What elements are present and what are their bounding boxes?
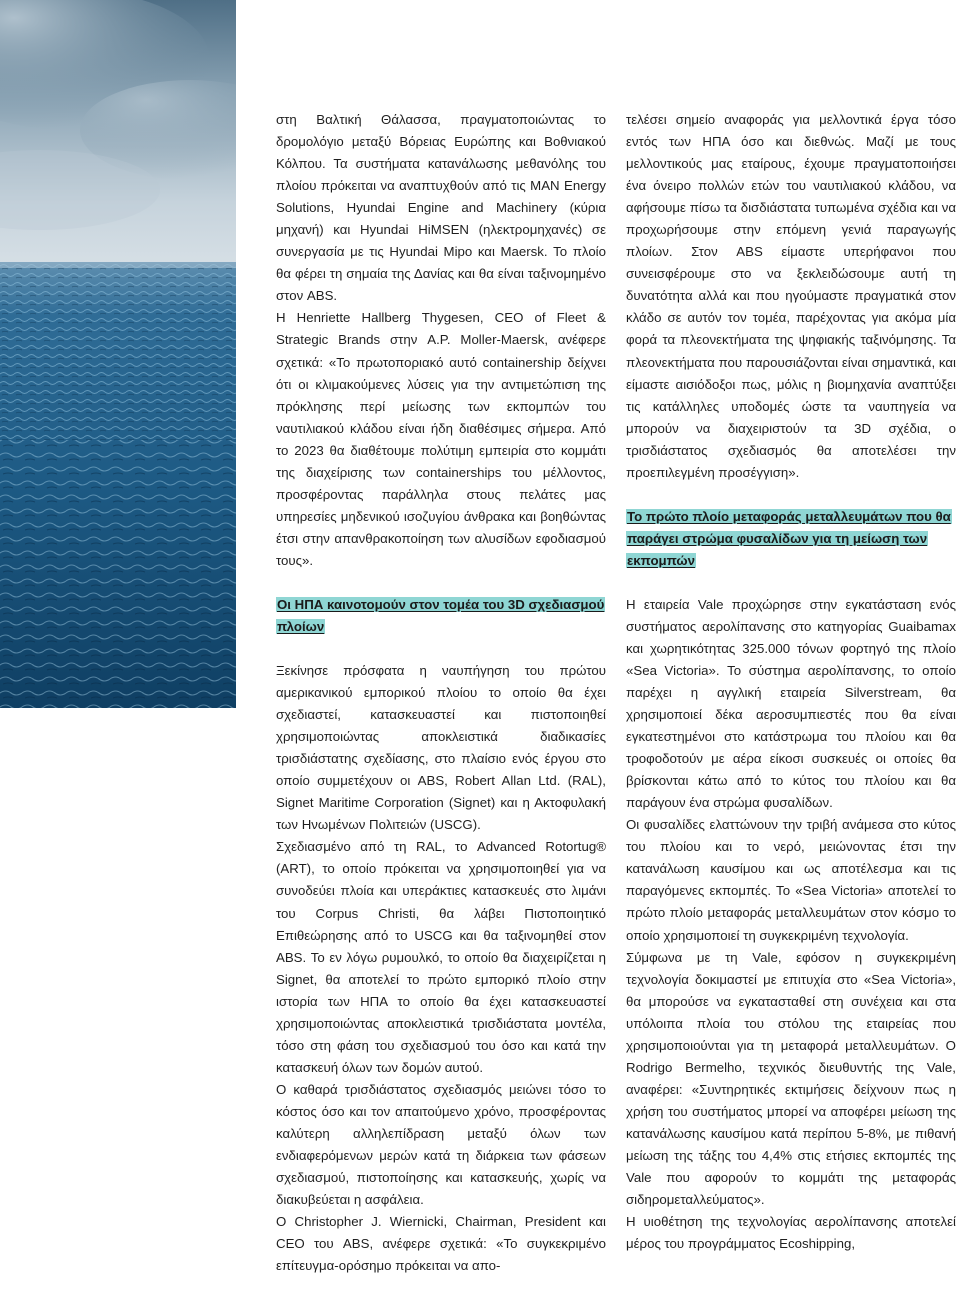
paragraph: Ξεκίνησε πρόσφατα η ναυπήγηση του πρώτου αμερικανικού εμπορικού πλοίου το οποίο θα έχει σχεδιαστεί, κατασκευαστεί και πιστοποιηθεί χρησιμοποιώντας αποκλειστικά διαδικασίες τρισδιάστατης σχεδίασης, στο πλαίσιο ενός έργου στο οποίο συμμετέχουν οι ABS, Robert Allan Ltd. (RAL), Signet Maritime Corporation (Signet) και η Ακτοφυλακή των Ηνωμένων Πολιτειών (USCG). bbox=[276, 662, 606, 833]
paragraph: Σχεδιασμένο από τη RAL, το Advanced Rotortug® (ART), το οποίο πρόκειται να χρησιμοποιηθεί για να συνοδεύει πλοία και υπεράκτιες κατασκευές στο λιμάνι του Corpus Christi, θα λάβει Πιστοποιητικό Επιθεώρησης από το USCG και θα ταξινομηθεί στον ABS. Το εν λόγω ρυμουλκό, το οποίο θα διαχειρίζεται η Signet, θα αποτελεί το πρώτο εμπορικό πλοίο στην ιστορία των ΗΠΑ το οποίο θα έχει κατασκευαστεί χρησιμοποιώντας αποκλειστικά τρισδιάστατα μοντέλα, τόσο στη φάση του σχεδιασμού του όσο και κατά την κατασκευή όλων των δομών αυτού. bbox=[276, 839, 606, 1075]
right-text-column bbox=[626, 109, 956, 1255]
paragraph: τελέσει σημείο αναφοράς για μελλοντικά έργα τόσο εντός των ΗΠΑ όσο και διεθνώς. Μαζί με τους μελλοντικούς μας εταίρους, έχουμε πραγματοποιήσει ένα όνειρο πολλών ετών του ναυτιλιακού κλάδου, να αφήσουμε πίσω τα δισδιάστατα τυπωμένα σχέδια και να προχωρήσουμε στην επόμενη γενιά παραγωγής πλοίων. Στον ABS είμαστε υπερήφανοι που συνεισφέρουμε στο να ξεκλειδώσουμε αυτή τη δυνατότητα αλλά και που ηγούμαστε πραγματικά στον κλάδο σε αυτόν τον τομέα, παρέχοντας για ακόμα μία φορά τα πλεονεκτήματα της ψηφιακής ταξινόμησης. Τα πλεονεκτήματα που παρουσιάζονται είναι σημαντικά, και είμαστε αισιόδοξοι πως, μόλις η βιομηχανία αναπτύξει τις κατάλληλες υποδομές ώστε τα ναυπηγεία να μπορούν να διαχειριστούν τα 3D σχέδια, ο τρισδιάστατος σχεδιασμός θα αποτελέσει την προεπιλεγμένη προσέγγιση». bbox=[626, 112, 956, 480]
paragraph: Σύμφωνα με τη Vale, εφόσον η συγκεκριμένη τεχνολογία δοκιμαστεί με επιτυχία στο «Sea Victoria», θα μπορούσε να εγκατασταθεί στη συνέχεια και στα υπόλοιπα πλοία του στόλου της εταιρείας που χρησιμοποιούνται για τη μεταφορά μεταλλευμάτων. Ο Rodrigo Bermelho, τεχνικός διευθυντής της Vale, αναφέρει: «Συντηρητικές εκτιμήσεις δείχνουν πως η χρήση του συστήματος μπορεί να αποφέρει μείωση της κατανάλωσης καυσίμου κατά περίπου 5-8%, με πιθανή μείωση της τάξης του 4,4% στις ετήσιες εκπομπές της Vale που αφορούν το κομμάτι της μεταφοράς σιδηρομεταλλεύματος». bbox=[626, 949, 956, 1208]
middle-text-column bbox=[276, 109, 606, 1277]
paragraph: Η εταιρεία Vale προχώρησε στην εγκατάσταση ενός συστήματος αερολίπανσης στο κατηγορίας Guaibamax και χωρητικότητας 325.000 τόνων φορτηγό της πλοίο «Sea Victoria». Το σύστημα αερολίπανσης, το οποίο παρέχει η αγγλική εταιρεία Silverstream, θα χρησιμοποιεί δέκα αεροσυμπιεστές που θα είναι εγκατεστημένοι στο κατάστρωμα του πλοίου και θα τροφοδοτούν με αέρα είκοσι συσκευές οι οποίες θα βρίσκονται κάτω από το κύτος του πλοίου και θα παράγουν ένα στρώμα φυσαλίδων. bbox=[626, 596, 956, 811]
paragraph: Ο καθαρά τρισδιάστατος σχεδιασμός μειώνει τόσο το κόστος όσο και τον απαιτούμενο χρόνο, προσφέροντας καλύτερη αλληλεπίδραση μεταξύ όλων των ενδιαφερόμενων μερών κατά τη διάρκεια των φάσεων σχεδιασμού, πιστοποίησης και κατασκευής, χωρίς να διακυβεύεται η ασφάλεια. bbox=[276, 1081, 606, 1208]
paragraph: Οι φυσαλίδες ελαττώνουν την τριβή ανάμεσα στο κύτος του πλοίου και το νερό, μειώνοντας έτσι την κατανάλωση καυσίμου και ως αποτέλεσμα και τις παραγόμενες εκπομπές. Το «Sea Victoria» αποτελεί το πρώτο πλοίο μεταφοράς μεταλλευμάτων στον κόσμο το οποίο χρησιμοποιεί τη συγκεκριμένη τεχνολογία. bbox=[626, 817, 956, 943]
section-heading bbox=[626, 506, 956, 572]
sea-horizon-photo bbox=[0, 0, 236, 708]
paragraph: Η Henriette Hallberg Thygesen, CEO of Fleet & Strategic Brands στην A.P. Moller-Maersk, ανέφερε σχετικά: «Το πρωτοποριακό αυτό containership δείχνει ότι οι κλιμακούμενες λύσεις για την αντιμετώπιση της πρόκλησης περί μείωσης των εκπομπών του ναυτιλιακού κλάδου είναι ήδη διαθέσιμες σήμερα. Από το 2023 θα διαθέτουμε πολύτιμη εμπειρία στο κομμάτι της διαχείρισης των containerships του μέλλοντος, προσφέροντας παράλληλα στους πελάτες μας υπηρεσίες μηδενικού ισοζυγίου άνθρακα και βοηθώντας έτσι στην απανθρακοποίηση των αλυσίδων εφοδιασμού τους». bbox=[276, 310, 606, 568]
paragraph: στη Βαλτική Θάλασσα, πραγματοποιώντας το δρομολόγιο μεταξύ Βόρειας Ευρώπης και Βοθνιακού Κόλπου. Τα συστήματα κατανάλωσης μεθανόλης του πλοίου πρόκειται να αναπτυχθούν από τις MAN Energy Solutions, Hyundai Engine and Machinery (κύρια μηχανή) και Hyundai HiMSEN (ηλεκτρομηχανές) σε συνεργασία με τις Hyundai Mipo και Maersk. Το πλοίο θα φέρει τη σημαία της Δανίας και θα είναι ταξινομημένο στον ABS. bbox=[276, 112, 606, 304]
paragraph: Η υιοθέτηση της τεχνολογίας αερολίπανσης αποτελεί μέρος του προγράμματος Ecoshipping, bbox=[626, 1214, 956, 1252]
section-heading bbox=[276, 594, 606, 638]
section-heading-text: Οι ΗΠΑ καινοτομούν στον τομέα του 3D σχεδιασμού πλοίων bbox=[277, 596, 605, 634]
paragraph: Ο Christopher J. Wiernicki, Chairman, President και CEO του ABS, ανέφερε σχετικά: «Το συγκεκριμένο επίτευγμα-ορόσημο πρόκειται να απο- bbox=[276, 1214, 606, 1274]
section-heading-text: Το πρώτο πλοίο μεταφοράς μεταλλευμάτων που θα παράγει στρώμα φυσαλίδων για τη μείωση των εκπομπών bbox=[627, 508, 951, 568]
